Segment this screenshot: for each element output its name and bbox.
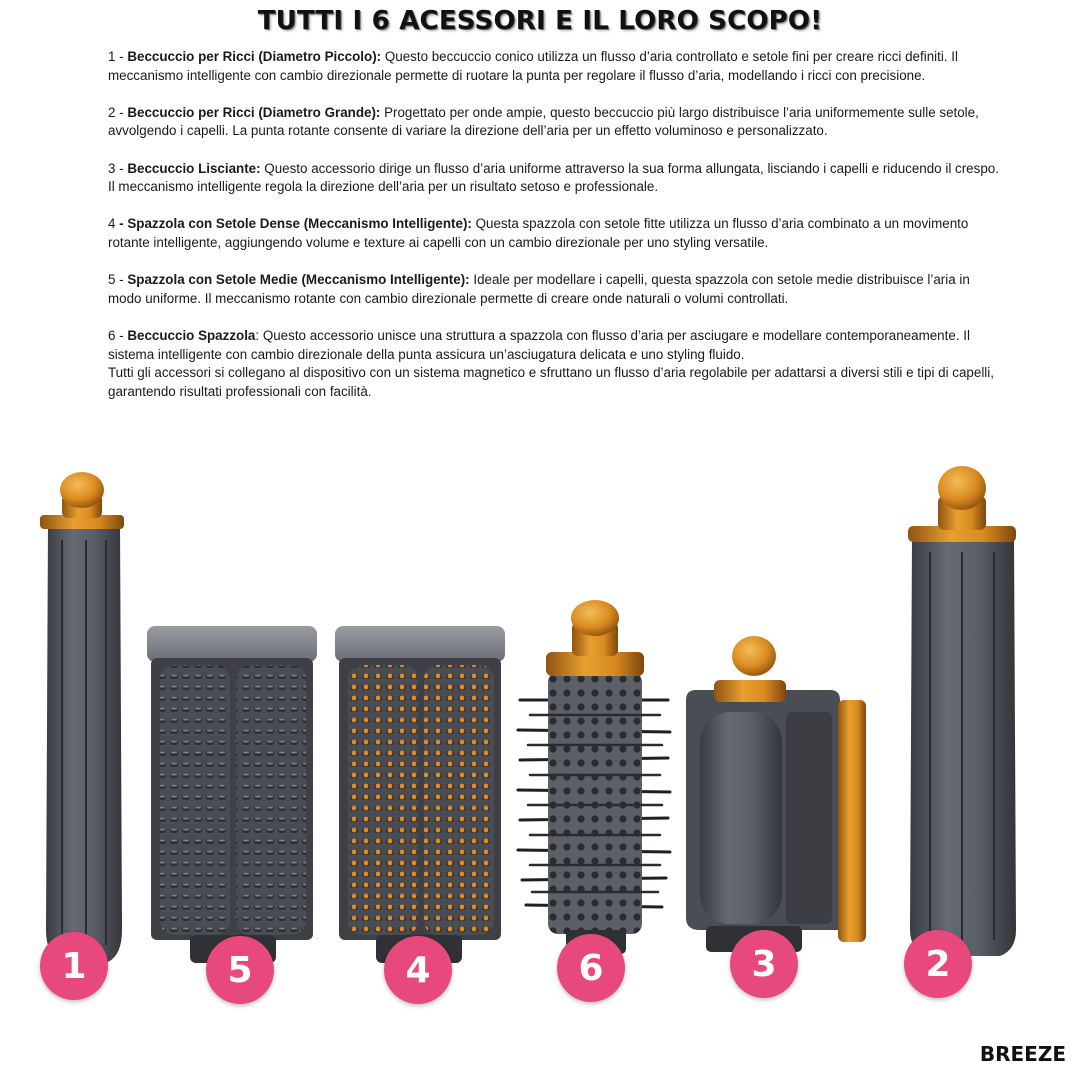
accessory-1-small-curl-barrel: [40, 472, 124, 962]
badge-6: 6: [557, 934, 625, 1002]
page-title: TUTTI I 6 ACESSORI E IL LORO SCOPO!: [257, 6, 823, 36]
item-1-number: 1 -: [108, 49, 128, 64]
item-6-number: 6 -: [108, 327, 128, 343]
brand-logo: BREEZE: [979, 1042, 1066, 1066]
item-6-text: : Questo accessorio unisce una struttura a spazzola con flusso d’aria per asciugare e modellare contemporaneamente. Il sistema intelligente con cambio direzionale della punta assicura un’asciugatura delicata e uno styling fluido.: [108, 327, 970, 362]
accessory-5-medium-bristle-brush: [147, 626, 317, 963]
item-4-text: Questa spazzola con setole fitte utilizza un flusso d’aria combinato a un movimento rotante intelligente, aggiungendo volume e texture ai capelli con un cambio direzionale per uno styling versatile.: [108, 216, 969, 250]
item-5-heading: Spazzola con Setole Medie (Meccanismo Intelligente):: [127, 272, 470, 288]
item-2-text: Progettato per onde ampie, questo beccuccio più largo distribuisce l’aria uniformemente sulle setole, avvolgendo i capelli. La punta rotante consente di variare la direzione dell’aria per un effetto voluminoso e personalizzato.: [108, 104, 979, 139]
item-5-number: 5 -: [108, 272, 128, 288]
item-5-text: Ideale per modellare i capelli, questa spazzola con setole medie distribuisce l’aria in modo uniforme. Il meccanismo rotante con cambio direzionale permette di creare onde naturali o volumi controllati.: [108, 272, 970, 306]
badge-2: 2: [904, 930, 972, 998]
item-4-number: 4: [108, 216, 120, 232]
item-2-number: 2 -: [108, 104, 128, 120]
item-1-text: Questo beccuccio conico utilizza un flusso d’aria controllato e setole fini per creare ricci definiti. Il meccanismo intelligente con cambio direzionale permette di ruotare la punta per regolare il flusso d’aria, modellando i ricci con precisione.: [108, 49, 958, 83]
accessory-4-dense-bristle-brush: [335, 626, 505, 963]
item-3-number: 3 -: [108, 160, 128, 176]
badge-5: 5: [206, 936, 274, 1004]
badge-3: 3: [730, 930, 798, 998]
badge-1: 1: [40, 932, 108, 1000]
item-4-heading: - Spazzola con Setole Dense (Meccanismo Intelligente):: [119, 216, 472, 232]
item-3-heading: Beccuccio Lisciante:: [127, 160, 261, 176]
item-2-heading: Beccuccio per Ricci (Diametro Grande):: [127, 104, 381, 120]
item-6-heading: Beccuccio Spazzola: [127, 327, 256, 343]
item-1-heading: Beccuccio per Ricci (Diametro Piccolo):: [127, 49, 382, 64]
item-3-text: Questo accessorio dirige un flusso d’aria uniforme attraverso la sua forma allungata, lisciando i capelli e riducendo il crespo. Il meccanismo intelligente regola la direzione dell’aria per un risultato setoso e professionale.: [108, 160, 999, 195]
accessory-6-round-brush: [518, 600, 670, 954]
accessory-3-smoothing-nozzle: [686, 636, 866, 952]
closing-note: Tutti gli accessori si collegano al dispositivo con un sistema magnetico e sfruttano un flusso d’aria regolabile per adattarsi a diversi stili e tipi di capelli, garantendo risultati professionali con facilità.: [108, 365, 994, 399]
badge-4: 4: [384, 936, 452, 1004]
accessory-2-large-curl-barrel: [908, 466, 1016, 956]
